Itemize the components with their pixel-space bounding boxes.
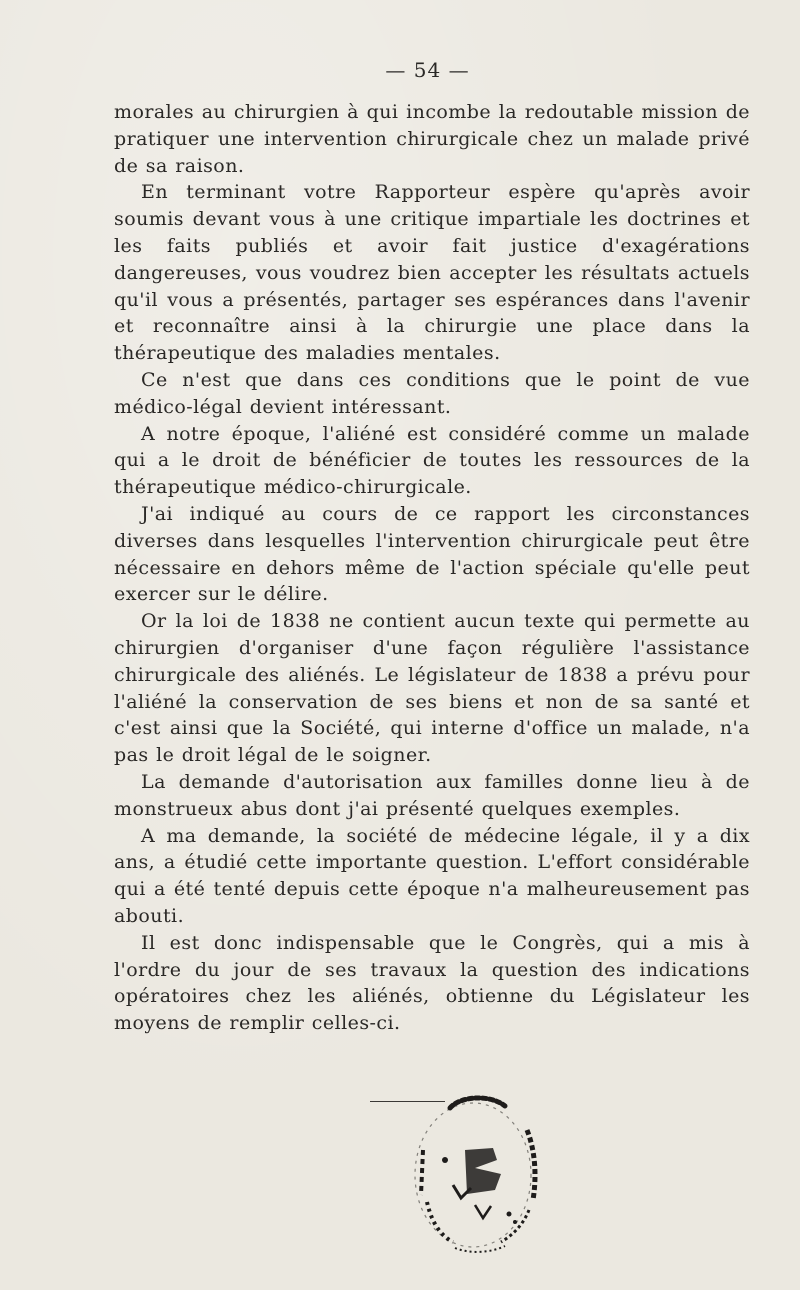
library-stamp [405, 1090, 555, 1260]
paragraph-6: Or la loi de 1838 ne contient aucun texte qui permette au chirurgien d'organiser d'une façon régulière l'assistance chirurgicale des aliénés. Le législateur de 1838 a prévu pour l'aliéné la conservation de ses biens et non de sa santé et c'est ainsi que la Société, qui interne d'office un malade, n'a pas le droit légal de le soigner. [114, 610, 750, 767]
paragraph-5: J'ai indiqué au cours de ce rapport les circonstances diverses dans lesquelles l'intervention chirurgicale peut être nécessaire en dehors même de l'action spéciale qu'elle peut exercer sur le délire. [114, 502, 750, 606]
paragraph-9: Il est donc indispensable que le Congrès, qui a mis à l'ordre du jour de ses travaux la question des indications opératoires chez les aliénés, obtienne du Législateur les moyens de remplir celles-ci. [114, 931, 750, 1035]
body-text [114, 99, 750, 1037]
paragraph-4: A notre époque, l'aliéné est considéré comme un malade qui a le droit de bénéficier de toutes les ressources de la thérapeutique médico-chirurgicale. [114, 422, 750, 499]
paragraph-8: A ma demande, la société de médecine légale, il y a dix ans, a étudié cette importante question. L'effort considérable qui a été tenté depuis cette époque n'a malheureusement pas abouti. [114, 824, 750, 927]
paragraph-3: Ce n'est que dans ces conditions que le point de vue médico-légal devient intéressant. [114, 368, 750, 418]
page-number: — 54 — [385, 58, 470, 82]
paragraph-7: La demande d'autorisation aux familles donne lieu à de monstrueux abus dont j'ai présenté quelques exemples. [114, 770, 750, 820]
paragraph-1: morales au chirurgien à qui incombe la redoutable mission de pratiquer une intervention chirurgicale chez un malade privé de sa raison. [114, 101, 750, 177]
paragraph-2: En terminant votre Rapporteur espère qu'après avoir soumis devant vous à une critique impartiale les doctrines et les faits publiés et avoir fait justice d'exagérations dangereuses, vous voudrez bien accepter les résultats actuels qu'il vous a présentés, partager ses espérances dans l'avenir et reconnaître ainsi à la chirurgie une place dans la thérapeutique des maladies mentales. [114, 181, 750, 365]
